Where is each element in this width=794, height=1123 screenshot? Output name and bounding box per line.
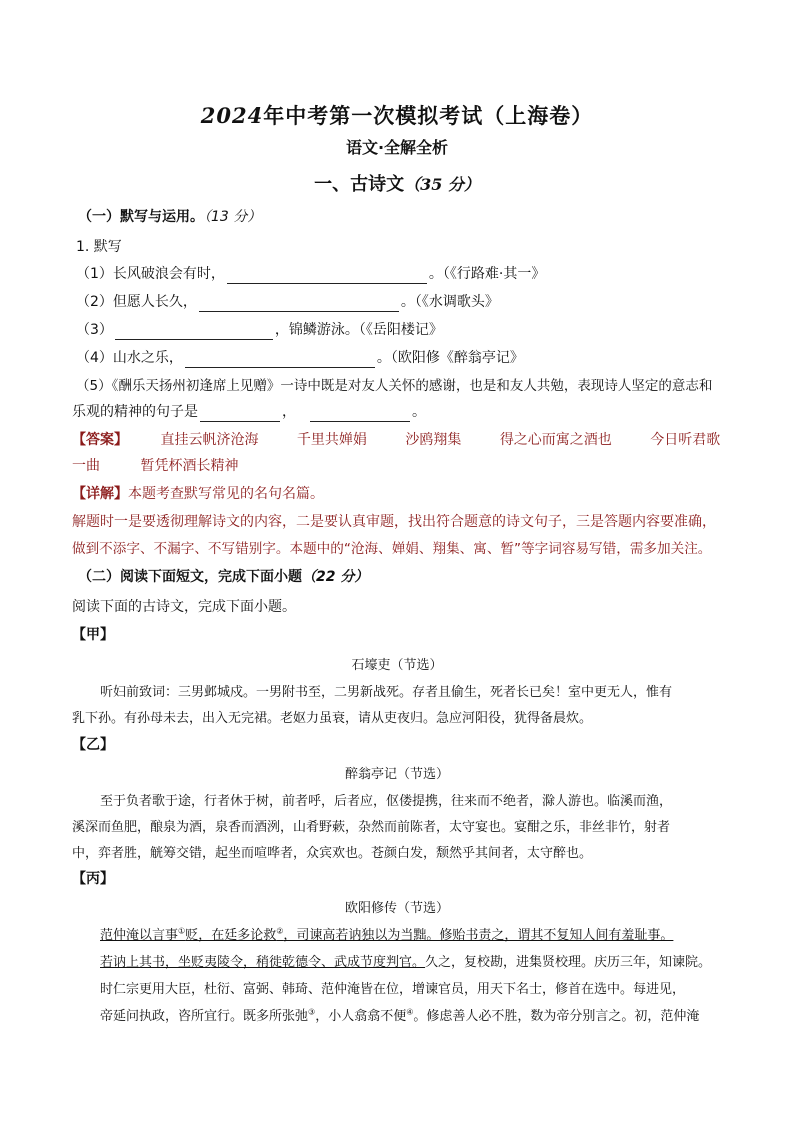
bing-line-4 bbox=[100, 1005, 699, 1024]
question-label: 1. 默写 bbox=[76, 239, 122, 255]
part2-intro: 阅读下面的古诗文，完成下面小题。 bbox=[72, 599, 296, 615]
jia-line-2: 乳下孙。有孙母未去，出入无完裙。老妪力虽衰，请从吏夜归。急应河阳役，犹得备晨炊。 bbox=[72, 711, 593, 726]
bing-text: 久之，复校勘，进集贤校理。庆历三年，知谏院。 bbox=[425, 955, 712, 970]
part1-heading bbox=[78, 207, 738, 227]
label-bing: 【丙】 bbox=[72, 871, 114, 887]
item-num: （2） bbox=[76, 294, 113, 310]
bing-text: 贬，在廷多论救 bbox=[185, 928, 277, 943]
yi-title: 醉翁亭记（节选） bbox=[344, 767, 449, 782]
bing-line-2 bbox=[100, 951, 711, 970]
fill-item-5-line1: （5）《酬乐天扬州初逢席上见赠》一诗中既是对友人关怀的感谢，也是和友人共勉，表现诗人坚定的意志和 bbox=[76, 378, 713, 394]
answer-item: 沙鸥翔集 bbox=[405, 432, 462, 448]
bing-text-underlined: 若讷上其书，坐贬夷陵令，稍徙乾德令、武成节度判官。 bbox=[100, 955, 426, 970]
title-text: 年中考第一次模拟考试（上海卷） bbox=[263, 104, 594, 128]
item-num: （1） bbox=[76, 266, 113, 282]
bing-text: 。修虑善人必不胜，数为帝分别言之。初，范仲淹 bbox=[413, 1009, 700, 1024]
item-num: （4） bbox=[76, 350, 113, 366]
fill-item-1 bbox=[76, 264, 736, 284]
fill-item-2 bbox=[76, 292, 736, 312]
item-post: ，锦鳞游泳。（《岳阳楼记》 bbox=[274, 322, 443, 338]
answer-blank[interactable] bbox=[185, 353, 375, 368]
answer-item: 暂凭杯酒长精神 bbox=[140, 458, 239, 474]
section-heading bbox=[0, 170, 794, 196]
item-pre: 乐观的精神的句子是 bbox=[72, 404, 198, 420]
answer-blank[interactable] bbox=[310, 407, 410, 422]
bing-text: ，司谏高若讷独以为当黜。修贻书责之，谓其不复知人间有羞耻事。 bbox=[283, 928, 674, 943]
label-yi: 【乙】 bbox=[72, 737, 114, 753]
answer-line-2 bbox=[72, 456, 732, 476]
footnote-marker[interactable]: ① bbox=[178, 926, 186, 936]
item-pre: 长风破浪会有时， bbox=[112, 266, 225, 282]
jia-line-1: 听妇前致词：三男邺城戍。一男附书至，二男新战死。存者且偷生，死者长已矣！室中更无人，惟有 bbox=[100, 685, 673, 700]
bing-line-3: 时仁宗更用大臣，杜衍、富弼、韩琦、范仲淹皆在位，增谏官员，用天下名士，修首在选中。每进见， bbox=[100, 982, 686, 997]
answer-item: 得之心而寓之酒也 bbox=[499, 432, 612, 448]
part2-heading-text: （二）阅读下面短文，完成下面小题 bbox=[78, 569, 302, 585]
bing-line-1 bbox=[100, 924, 673, 943]
label-jia: 【甲】 bbox=[72, 627, 114, 643]
part2-heading-score: （22 分） bbox=[302, 569, 369, 585]
answer-item: 千里共婵娟 bbox=[296, 432, 367, 448]
footnote-marker[interactable]: ④ bbox=[406, 1007, 414, 1017]
yi-line-1: 至于负者歌于途，行者休于树，前者呼，后者应，伛偻提携，往来而不绝者，滁人游也。临溪而渔， bbox=[100, 794, 673, 809]
answer-label: 【答案】 bbox=[72, 432, 128, 448]
detail-text: 本题考查默写常见的名句名篇。 bbox=[128, 486, 324, 502]
item-num: （3） bbox=[76, 322, 113, 338]
answer-blank[interactable] bbox=[227, 269, 427, 284]
part2-heading bbox=[78, 567, 738, 587]
item-pre: 但愿人长久， bbox=[112, 294, 197, 310]
item-post: 。（《水调歌头》 bbox=[400, 294, 499, 310]
jia-title: 石壕吏（节选） bbox=[351, 658, 443, 673]
section-score: （35 分） bbox=[404, 175, 480, 194]
bing-text: ，小人翕翕不便 bbox=[315, 1009, 407, 1024]
yi-line-2: 溪深而鱼肥，酿泉为酒，泉香而酒洌，山肴野蔌，杂然而前陈者，太守宴也。宴酣之乐，非丝非竹，射者 bbox=[72, 820, 671, 835]
answer-item: 今日听君歌 bbox=[650, 432, 721, 448]
fill-item-4 bbox=[76, 348, 736, 368]
detail-label: 【详解】 bbox=[72, 486, 128, 502]
answer-line-1 bbox=[72, 430, 732, 450]
answer-blank[interactable] bbox=[200, 407, 280, 422]
section-title: 一、古诗文 bbox=[314, 174, 405, 195]
part1-heading-text: （一）默写与运用。 bbox=[78, 209, 204, 225]
fill-item-3 bbox=[76, 320, 736, 340]
yi-line-3: 中，弈者胜，觥筹交错，起坐而喧哗者，众宾欢也。苍颜白发，颓然乎其间者，太守醉也。 bbox=[72, 846, 593, 861]
part1-heading-score: （13 分） bbox=[204, 209, 262, 225]
footnote-marker[interactable]: ② bbox=[276, 926, 284, 936]
item-pre: 山水之乐， bbox=[112, 350, 183, 366]
explain-line-1: 解题时一是要透彻理解诗文的内容，二是要认真审题，找出符合题意的诗文句子，三是答题内容要准确， bbox=[72, 514, 716, 530]
answer-blank[interactable] bbox=[199, 297, 399, 312]
bing-text: 帝延问执政，咨所宜行。既多所张弛 bbox=[100, 1009, 309, 1024]
explain-line-2: 做到不添字、不漏字、不写错别字。本题中的“沧海、婵娟、翔集、寓、暂”等字词容易写错，需多加关注。 bbox=[72, 541, 712, 557]
title-year: 2024 bbox=[200, 103, 264, 128]
page-title bbox=[0, 100, 794, 130]
item-post: 。（欧阳修《醉翁亭记》 bbox=[376, 350, 524, 366]
item-sep: ， bbox=[282, 404, 296, 420]
footnote-marker[interactable]: ③ bbox=[308, 1007, 316, 1017]
detail-line bbox=[72, 484, 732, 504]
answer-item: 一曲 bbox=[72, 458, 100, 474]
bing-text: 范仲淹以言事 bbox=[100, 928, 179, 943]
answer-blank[interactable] bbox=[115, 325, 273, 340]
item-post: 。（《行路难·其一》 bbox=[428, 266, 546, 282]
bing-title: 欧阳修传（节选） bbox=[344, 901, 449, 916]
fill-item-5-line2 bbox=[72, 402, 732, 422]
page-subtitle: 语文·全解全析 bbox=[345, 138, 449, 157]
item-end: 。 bbox=[412, 404, 426, 420]
answer-item: 直挂云帆济沧海 bbox=[160, 432, 259, 448]
